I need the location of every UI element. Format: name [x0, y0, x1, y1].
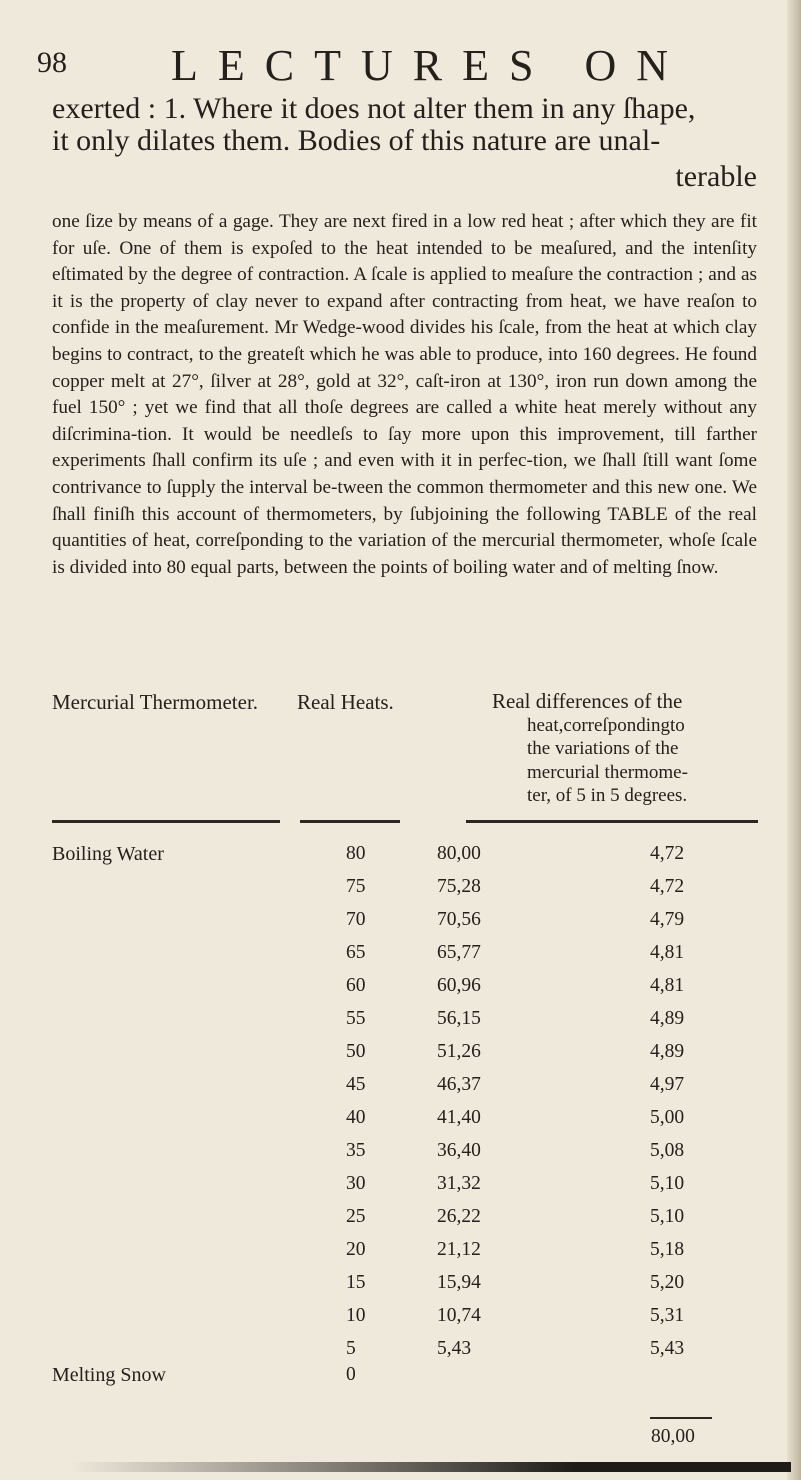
lead-paragraph [52, 93, 757, 157]
real-heat-value: 15,94 [437, 1272, 481, 1293]
row-label: Melting Snow [52, 1364, 166, 1386]
table-row [0, 876, 801, 902]
differences-header-line-5: ter, of 5 in 5 degrees. [527, 785, 688, 806]
mercurial-value: 75 [346, 876, 366, 897]
real-heat-value: 51,26 [437, 1041, 481, 1062]
mercurial-value: 0 [346, 1364, 356, 1385]
real-heat-value: 5,43 [437, 1338, 472, 1359]
column-header-mercurial: Mercurial Thermometer. [52, 690, 259, 714]
page-number: 98 [37, 46, 67, 79]
mercurial-value: 55 [346, 1008, 366, 1029]
real-heat-value: 75,28 [437, 876, 481, 897]
mercurial-value: 35 [346, 1140, 366, 1161]
difference-value: 4,81 [650, 975, 685, 996]
differences-header-line-3: the variations of the [527, 738, 679, 759]
real-heat-value: 26,22 [437, 1206, 481, 1227]
difference-value: 5,43 [650, 1338, 685, 1359]
sum-rule [650, 1417, 712, 1419]
real-heat-value: 60,96 [437, 975, 481, 996]
mercurial-value: 30 [346, 1173, 366, 1194]
table-row [0, 1173, 801, 1199]
header-rule-2 [300, 820, 400, 823]
difference-value: 4,79 [650, 909, 685, 930]
table-row [0, 942, 801, 968]
real-heat-value: 70,56 [437, 909, 481, 930]
header-rule-3 [466, 820, 758, 823]
lead-line-3: terable [675, 160, 757, 193]
mercurial-value: 40 [346, 1107, 366, 1128]
differences-header-line-1: Real differences of the [492, 689, 683, 713]
difference-value: 5,18 [650, 1239, 685, 1260]
table-row [0, 975, 801, 1001]
real-heat-value: 56,15 [437, 1008, 481, 1029]
differences-total: 80,00 [651, 1426, 695, 1447]
difference-value: 5,08 [650, 1140, 685, 1161]
mercurial-value: 60 [346, 975, 366, 996]
table-row [0, 1140, 801, 1166]
mercurial-value: 50 [346, 1041, 366, 1062]
real-heat-value: 80,00 [437, 843, 481, 864]
table-row [0, 909, 801, 935]
mercurial-value: 25 [346, 1206, 366, 1227]
difference-value: 5,10 [650, 1173, 685, 1194]
table-row [0, 1364, 801, 1390]
real-heat-value: 46,37 [437, 1074, 481, 1095]
real-heat-value: 65,77 [437, 942, 481, 963]
table-row [0, 843, 801, 869]
mercurial-value: 20 [346, 1239, 366, 1260]
mercurial-value: 45 [346, 1074, 366, 1095]
real-heat-value: 36,40 [437, 1140, 481, 1161]
bottom-edge-shadow [70, 1462, 791, 1472]
body-paragraph [52, 209, 757, 581]
table-row [0, 1272, 801, 1298]
difference-value: 4,72 [650, 876, 685, 897]
real-heat-value: 21,12 [437, 1239, 481, 1260]
mercurial-value: 65 [346, 942, 366, 963]
table-row [0, 1107, 801, 1133]
lead-line-1: exerted : 1. Where it does not alter them in any ſhape, [52, 92, 696, 125]
table-row [0, 1305, 801, 1331]
table-row [0, 1041, 801, 1067]
difference-value: 5,00 [650, 1107, 685, 1128]
differences-header-line-2: heat,correſpondingto [527, 714, 685, 736]
mercurial-value: 15 [346, 1272, 366, 1293]
difference-value: 5,31 [650, 1305, 685, 1326]
table-row [0, 1206, 801, 1232]
column-header-differences [492, 689, 757, 808]
difference-value: 4,97 [650, 1074, 685, 1095]
mercurial-value: 5 [346, 1338, 356, 1359]
row-label: Boiling Water [52, 843, 164, 865]
difference-value: 4,89 [650, 1008, 685, 1029]
table-row [0, 1008, 801, 1034]
page-header [0, 36, 801, 90]
difference-value: 5,20 [650, 1272, 685, 1293]
mercurial-value: 80 [346, 843, 366, 864]
differences-header-line-4: mercurial thermome- [527, 761, 688, 783]
header-rule-1 [52, 820, 280, 823]
running-title: LECTURES ON [171, 41, 688, 90]
mercurial-value: 70 [346, 909, 366, 930]
difference-value: 4,81 [650, 942, 685, 963]
difference-value: 5,10 [650, 1206, 685, 1227]
column-header-real-heats: Real Heats. [297, 690, 394, 714]
real-heat-value: 31,32 [437, 1173, 481, 1194]
difference-value: 4,72 [650, 843, 685, 864]
real-heat-value: 41,40 [437, 1107, 481, 1128]
lead-line-2: it only dilates them. Bodies of this nature are unal- [52, 124, 661, 157]
table-row [0, 1338, 801, 1364]
difference-value: 4,89 [650, 1041, 685, 1062]
real-heat-value: 10,74 [437, 1305, 481, 1326]
table-row [0, 1239, 801, 1265]
body-text: one ſize by means of a gage. They are next fired in a low red heat ; after which they are fit for uſe. One of them is expoſed to the heat intended to be meaſured, and the intenſity eſtimated by the degree of contraction. A ſcale is applied to meaſure the contraction ; and as it is the property of clay never to expand after contracting from heat, we have reaſon to confide in the meaſurement. Mr Wedge-wood divides his ſcale, from the heat at which clay begins to contract, to the greateſt which he was able to produce, into 160 degrees. He found copper melt at 27°, ſilver at 28°, gold at 32°, caſt-iron at 130°, iron run down among the fuel 150° ; yet we find that all thoſe degrees are called a white heat merely without any diſcrimina-tion. It would be needleſs to ſay more upon this improvement, till farther experiments ſhall confirm its uſe ; and even with it in perfec-tion, we ſhall ſtill want ſome contrivance to ſupply the interval be-tween the common thermometer and this new one. We ſhall finiſh this account of thermometers, by ſubjoining the following TABLE of the real quantities of heat, correſponding to the variation of the mercurial thermometer, whoſe ſcale is divided into 80 equal parts, between the points of boiling water and of melting ſnow. [52, 211, 757, 578]
mercurial-value: 10 [346, 1305, 366, 1326]
table-row [0, 1074, 801, 1100]
